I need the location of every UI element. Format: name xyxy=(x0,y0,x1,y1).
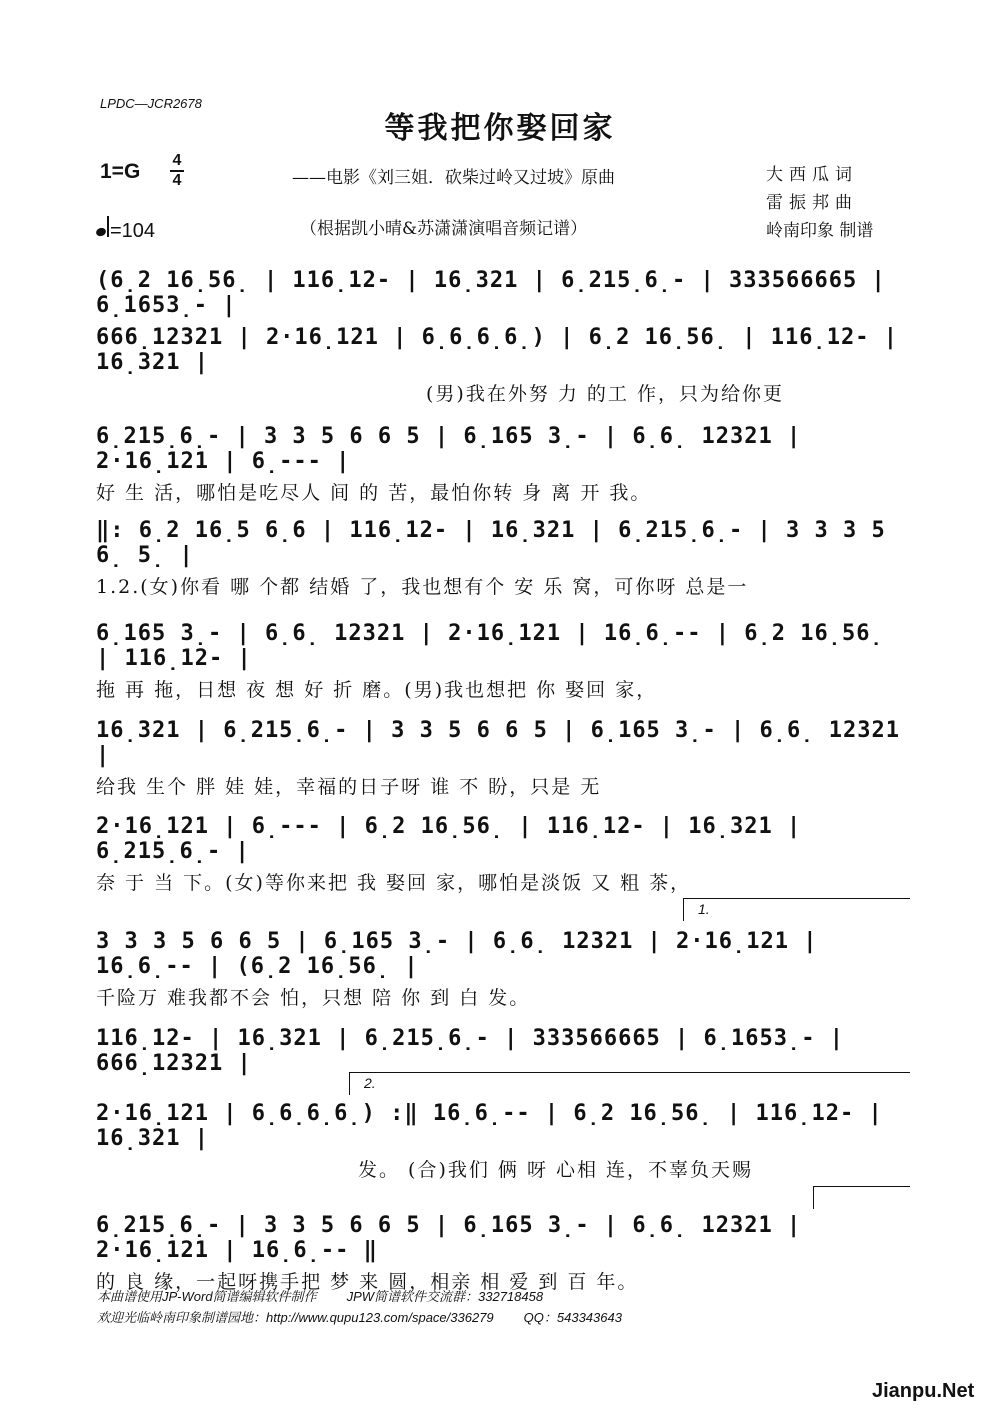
footer-qq: QQ：543343643 xyxy=(523,1310,622,1325)
notation: 2·16̣121 | 6̣--- | 6̣2 16̣56̣ | 116̣12- | 16̣321 | 6̣215̣6̣- | xyxy=(96,814,802,864)
tempo-value: =104 xyxy=(110,220,156,242)
end-bracket xyxy=(813,1186,910,1209)
meter-top: 4 xyxy=(172,152,182,169)
notation: 6̣165 3̣- | 6̣6̣ 12321 | 2·16̣121 | 16̣6̣-- | 6̣2 16̣56̣ | 116̣12- | xyxy=(96,621,884,671)
arranger: 岭南印象 制谱 xyxy=(766,221,874,241)
composer: 雷振邦曲 xyxy=(766,193,858,213)
notation: (6̣2 16̣56̣ | 116̣12- | 16̣321 | 6̣215̣6̣- | 333566665 | 6̣1653̣- | xyxy=(96,268,886,318)
subtitle: ——电影《刘三姐．砍柴过岭又过坡》原曲 xyxy=(292,168,615,188)
notation: 16̣321 | 6̣215̣6̣- | 3 3 5 6 6 5 | 6̣165 3̣- | 6̣6̣ 12321 | xyxy=(96,718,900,768)
watermark-logo: Jianpu.Net xyxy=(872,1380,975,1402)
notation: ‖: 6̣2 16̣5 6̣6 | 116̣12- | 16̣321 | 6̣215̣6̣- | 3 3 3 5 6̣ 5̣ | xyxy=(96,518,886,568)
notation: 6̣215̣6̣- | 3 3 5 6 6 5 | 6̣165 3̣- | 6̣6̣ 12321 | 2·16̣121 | 6̣--- | xyxy=(96,424,802,474)
notation: 116̣12- | 16̣321 | 6̣215̣6̣- | 333566665 | 6̣1653̣- | 666̣12321 | xyxy=(96,1026,844,1076)
lyric-line: 好 生 活，哪怕是吃尽人 间 的 苦，最怕你转 身 离 开 我。 xyxy=(96,482,652,504)
key-signature: 1=G xyxy=(100,160,141,183)
page-title: 等我把你娶回家 xyxy=(384,111,616,146)
volta-label: 2. xyxy=(364,1075,376,1091)
notation: 2·16̣121 | 6̣6̣6̣6̣) :‖ 16̣6̣-- | 6̣2 16̣56̣ | 116̣12- | 16̣321 | xyxy=(96,1101,883,1151)
lyricist: 大西瓜词 xyxy=(766,165,858,185)
lyric-line: 千险万 难我都不会 怕，只想 陪 你 到 白 发。 xyxy=(96,987,531,1009)
volta-label: 1. xyxy=(698,901,710,917)
footer-group: JPW简谱软件交流群：332718458 xyxy=(346,1289,544,1304)
time-signature xyxy=(170,153,184,189)
notation: 666̣12321 | 2·16̣121 | 6̣6̣6̣6̣) | 6̣2 16̣56̣ | 116̣12- | 16̣321 | xyxy=(96,325,898,375)
footer xyxy=(97,1286,622,1328)
footer-software: 本曲谱使用JP-Word简谱编辑软件制作 xyxy=(97,1289,317,1304)
lyric-line: 奈 于 当 下。(女)等你来把 我 娶回 家，哪怕是淡饭 又 粗 茶， xyxy=(96,872,692,894)
notation: 6̣215̣6̣- | 3 3 5 6 6 5 | 6̣165 3̣- | 6̣6̣ 12321 | 2·16̣121 | 16̣6̣-- ‖ xyxy=(96,1213,802,1263)
meter-bottom: 4 xyxy=(172,172,182,189)
lyric-line: 的 良 缘，一起呀携手把 梦 来 圆，相亲 相 爱 到 百 年。 xyxy=(96,1271,639,1293)
transcription-source: （根据凯小晴&苏潇潇演唱音频记谱） xyxy=(300,219,588,239)
lyric-line: 发。 (合)我们 俩 呀 心相 连，不辜负天赐 xyxy=(358,1159,754,1181)
tempo-marking xyxy=(96,220,155,243)
lyric-line: 1.2.(女)你看 哪 个都 结婚 了，我也想有个 安 乐 窝，可你呀 总是一 xyxy=(96,576,749,598)
lyric-line: 拖 再 拖，日想 夜 想 好 折 磨。(男)我也想把 你 娶回 家， xyxy=(96,679,658,701)
notation: 3 3 3 5 6 6 5 | 6̣165 3̣- | 6̣6̣ 12321 | 2·16̣121 | 16̣6̣-- | (6̣2 16̣56̣ | xyxy=(96,929,818,979)
lyric-line: (男)我在外努 力 的工 作，只为给你更 xyxy=(426,383,784,405)
note-stem xyxy=(107,216,109,237)
quarter-note-icon xyxy=(95,227,107,238)
volta-bracket-2 xyxy=(349,1072,910,1095)
volta-bracket-1 xyxy=(683,898,910,921)
footer-site: 欢迎光临岭南印象制谱园地：http://www.qupu123.com/space/336279 xyxy=(97,1310,494,1325)
score-code: LPDC—JCR2678 xyxy=(100,96,202,111)
lyric-line: 给我 生个 胖 娃 娃，幸福的日子呀 谁 不 盼，只是 无 xyxy=(96,776,602,798)
credits xyxy=(766,161,873,245)
